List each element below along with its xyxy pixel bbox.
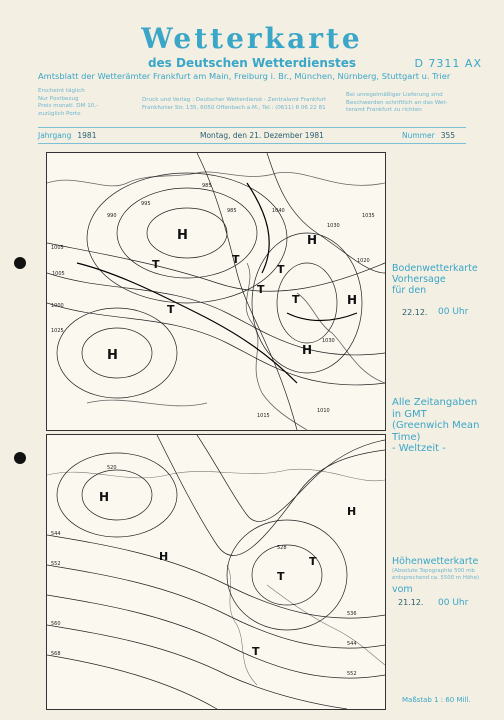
upper-air-time: 00 Uhr xyxy=(438,598,469,608)
upper-air-vom: vom xyxy=(392,584,413,595)
header-rule-top xyxy=(38,127,466,128)
surface-map-svg xyxy=(47,153,385,430)
isobar-label: 1025 xyxy=(51,328,64,334)
isobar-label: 1005 xyxy=(52,271,65,277)
isobar-label: 990 xyxy=(107,213,117,219)
height-contours xyxy=(47,435,385,709)
contour-label: 520 xyxy=(107,465,117,471)
nummer-value: 355 xyxy=(440,131,456,140)
punch-hole-top xyxy=(14,257,26,269)
complaint-info: Bei unregelmäßiger Lieferung sind Beschwerden schriftlich an das Wet- teramt Frankfurt zu richten xyxy=(346,92,448,113)
contour-label: 528 xyxy=(277,545,287,551)
isobar-label: 1040 xyxy=(272,208,285,214)
contour-label: 552 xyxy=(51,561,61,567)
map-top-label-1: T xyxy=(152,258,160,271)
subscription-info: Erscheint täglich Nur Postbezug Preis monatl. DM 10,- zuzüglich Porto xyxy=(38,88,99,117)
map-top-label-0: H xyxy=(177,228,188,243)
jahrgang-value: 1981 xyxy=(77,131,97,140)
isobar-label: 985 xyxy=(227,208,237,214)
map-bottom-label-0: H xyxy=(99,490,110,504)
isobar-label: 1035 xyxy=(362,213,375,219)
isobar-label: 985 xyxy=(202,183,212,189)
map-top-label-2: T xyxy=(232,253,240,266)
isobar-label: 1030 xyxy=(322,338,335,344)
isobar-label: 1030 xyxy=(327,223,340,229)
map-top-label-5: T xyxy=(257,283,265,296)
map-bottom-label-1: T xyxy=(277,570,285,583)
map-top-label-10: T xyxy=(167,303,175,316)
surface-forecast-time: 00 Uhr xyxy=(438,307,469,317)
isobar-label: 1000 xyxy=(51,303,64,309)
map-top-label-8: T xyxy=(292,293,300,306)
map-bottom-label-2: T xyxy=(309,555,317,568)
contour-label: 544 xyxy=(51,531,61,537)
map-top-label-6: H xyxy=(107,348,118,363)
contour-label: 536 xyxy=(347,611,357,617)
map-top-label-3: T xyxy=(277,263,285,276)
upper-air-note: (Absolute Topographie 500 mb entsprechend ca. 5500 m Höhe) xyxy=(392,568,480,581)
isobar-label: 995 xyxy=(141,201,151,207)
punch-hole-bottom xyxy=(14,452,26,464)
surface-forecast-date: 22.12. xyxy=(402,308,428,317)
map-bottom-label-4: T xyxy=(252,645,260,658)
contour-label: 552 xyxy=(347,671,357,677)
map-top-label-7: H xyxy=(302,343,313,357)
contour-label: 544 xyxy=(347,641,357,647)
contour-label: 560 xyxy=(51,621,61,627)
map-top-label-4: H xyxy=(307,233,318,247)
jahrgang-label: Jahrgang xyxy=(38,131,72,140)
coastlines xyxy=(47,172,385,430)
issue-code: D 7311 AX xyxy=(414,57,482,70)
nummer-label: Nummer xyxy=(402,131,435,140)
offices-line: Amtsblatt der Wetterämter Frankfurt am Main, Freiburg i. Br., München, Nürnberg, Stuttgart u. Trier xyxy=(38,71,451,81)
issue-date: Montag, den 21. Dezember 1981 xyxy=(200,131,324,140)
upper-air-map xyxy=(46,434,386,710)
surface-forecast-title: Bodenwetterkarte Vorhersage für den xyxy=(392,263,478,296)
surface-weather-map xyxy=(46,152,386,431)
isobar-label: 1010 xyxy=(317,408,330,414)
jahrgang xyxy=(38,131,96,140)
isobar-label: 1020 xyxy=(357,258,370,264)
upper-air-date: 21.12. xyxy=(398,598,424,607)
map-bottom-label-3: H xyxy=(159,550,169,563)
upper-map-svg xyxy=(47,435,385,709)
isobar-label: 1005 xyxy=(51,245,64,251)
publisher-info: Druck und Verlag : Deutscher Wetterdienst - Zentralamt Frankfurt Frankfurter Str. 135, 6050 Offenbach a.M., Tel.: (0611) 8 06 22 81 xyxy=(142,97,327,111)
page-subtitle: des Deutschen Wetterdienstes xyxy=(147,56,357,70)
map-scale: Maßstab 1 : 60 Mill. xyxy=(402,696,471,704)
map-top-label-9: H xyxy=(347,293,358,307)
isobar-label: 1015 xyxy=(257,413,270,419)
isobars xyxy=(47,153,385,430)
coastlines xyxy=(47,469,385,685)
nummer xyxy=(402,131,455,140)
page-title: Wetterkarte xyxy=(141,22,363,55)
time-zone-note: Alle Zeitangaben in GMT (Greenwich Mean Time) - Weltzeit - xyxy=(392,397,480,454)
map-bottom-label-5: H xyxy=(347,505,357,518)
upper-air-title: Höhenwetterkarte xyxy=(392,556,479,567)
contour-label: 568 xyxy=(51,651,61,657)
header-rule-bottom xyxy=(38,143,466,144)
